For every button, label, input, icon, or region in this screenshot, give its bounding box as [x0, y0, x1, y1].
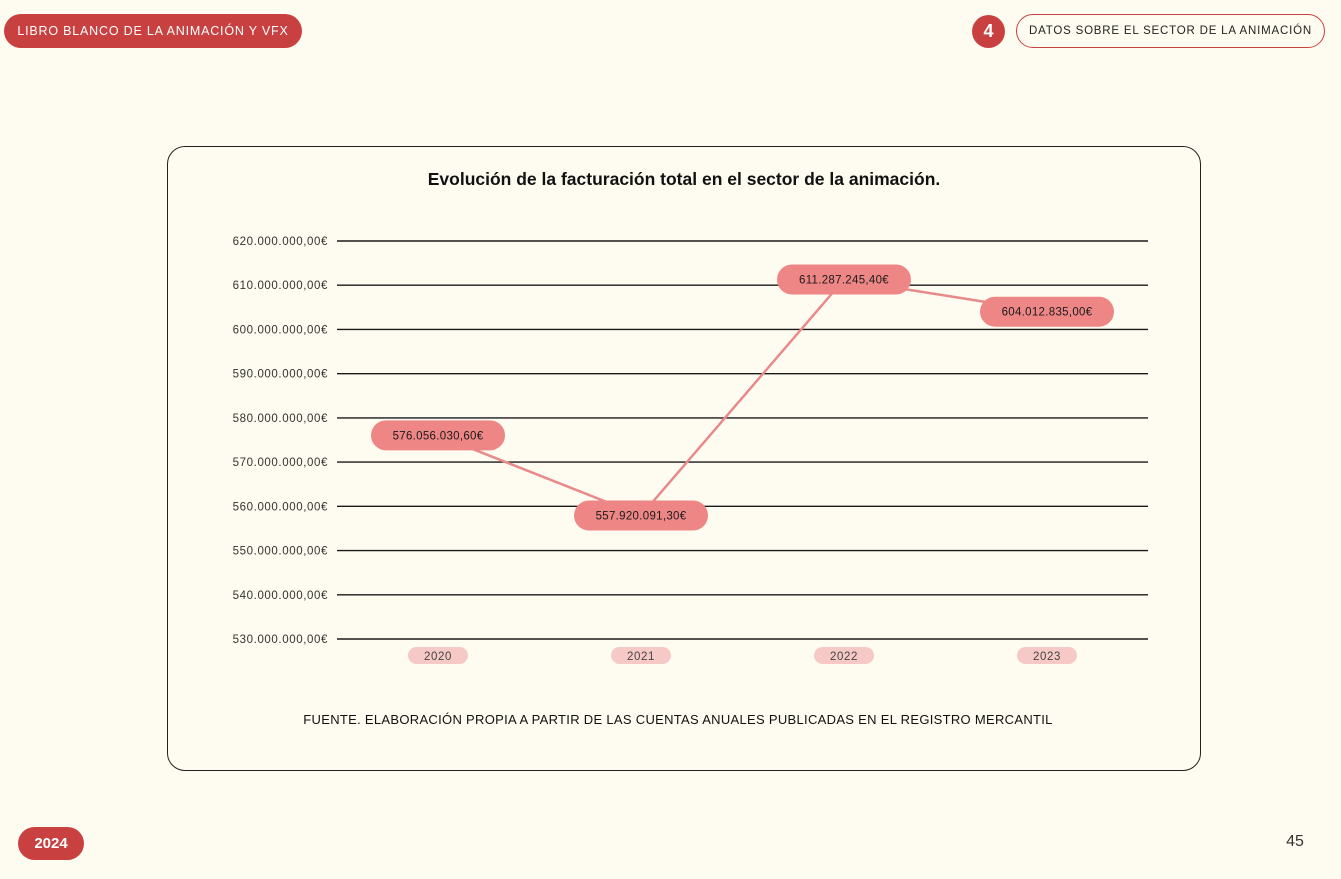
- y-tick-label: 560.000.000,00€: [232, 501, 328, 514]
- x-tick-label: 2021: [627, 651, 655, 663]
- chart-title: Evolución de la facturación total en el sector de la animación.: [427, 169, 941, 189]
- chapter-number: 4: [983, 21, 994, 41]
- y-tick-label: 590.000.000,00€: [232, 368, 328, 381]
- series-line: [438, 280, 1047, 516]
- y-tick-label: 570.000.000,00€: [232, 457, 328, 470]
- x-tick-label: 2022: [830, 651, 858, 663]
- chapter-title: DATOS SOBRE EL SECTOR DE LA ANIMACIÓN: [1029, 25, 1312, 37]
- data-label: 576.056.030,60€: [392, 430, 484, 443]
- y-tick-label: 540.000.000,00€: [232, 589, 328, 602]
- data-label: 611.287.245,40€: [799, 274, 889, 287]
- y-tick-label: 620.000.000,00€: [232, 236, 328, 248]
- source-note: FUENTE. ELABORACIÓN PROPIA A PARTIR DE LAS CUENTAS ANUALES PUBLICADAS EN EL REGISTRO MERCANTIL: [303, 712, 1053, 727]
- data-label: 557.920.091,30€: [595, 510, 687, 523]
- y-tick-label: 610.000.000,00€: [232, 280, 328, 293]
- data-label: 604.012.835,00€: [1001, 306, 1093, 319]
- x-tick-label: 2020: [424, 651, 452, 663]
- book-title: LIBRO BLANCO DE LA ANIMACIÓN Y VFX: [17, 24, 289, 38]
- x-tick-label: 2023: [1033, 651, 1061, 663]
- y-tick-label: 530.000.000,00€: [232, 634, 328, 646]
- year-label: 2024: [34, 835, 68, 852]
- year-badge: [18, 827, 84, 860]
- y-tick-label: 580.000.000,00€: [232, 412, 328, 425]
- y-tick-label: 600.000.000,00€: [232, 324, 328, 337]
- page-number: 45: [1286, 833, 1304, 850]
- y-tick-label: 550.000.000,00€: [232, 545, 328, 558]
